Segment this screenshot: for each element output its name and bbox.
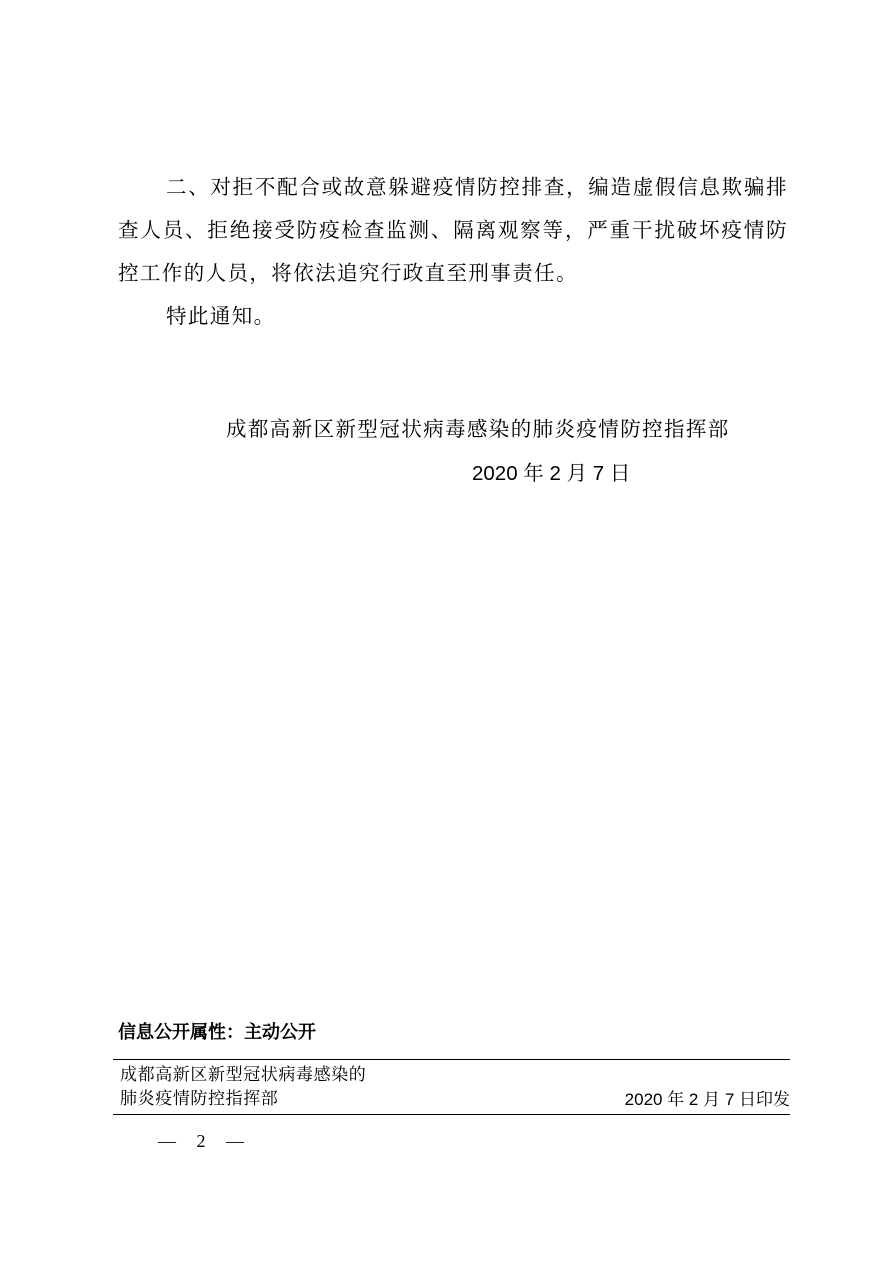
- footer-issuer-line-1: 成都高新区新型冠状病毒感染的: [120, 1065, 367, 1085]
- signature-organization: 成都高新区新型冠状病毒感染的肺炎疫情防控指挥部: [226, 417, 730, 441]
- page-number: — 2 —: [158, 1131, 252, 1151]
- footer-print-date: 2020 年 2 月 7 日印发: [624, 1090, 790, 1109]
- footer-issuer-line-2: 肺炎疫情防控指挥部: [120, 1089, 279, 1109]
- body-text: [118, 166, 788, 338]
- footer-issuer: [120, 1063, 366, 1111]
- paragraph-item-two: 二、对拒不配合或故意躲避疫情防控排查，编造虚假信息欺骗排查人员、拒绝接受防疫检查监测、隔离观察等，严重干扰破坏疫情防控工作的人员，将依法追究行政直至刑事责任。: [118, 175, 788, 285]
- disclosure-attribute: 信息公开属性：主动公开: [118, 1022, 316, 1043]
- footer-bottom-rule: [113, 1114, 790, 1115]
- footer-top-rule: [113, 1059, 790, 1060]
- signature-date: 2020 年 2 月 7 日: [472, 462, 631, 485]
- closing-paragraph: 特此通知。: [166, 304, 276, 328]
